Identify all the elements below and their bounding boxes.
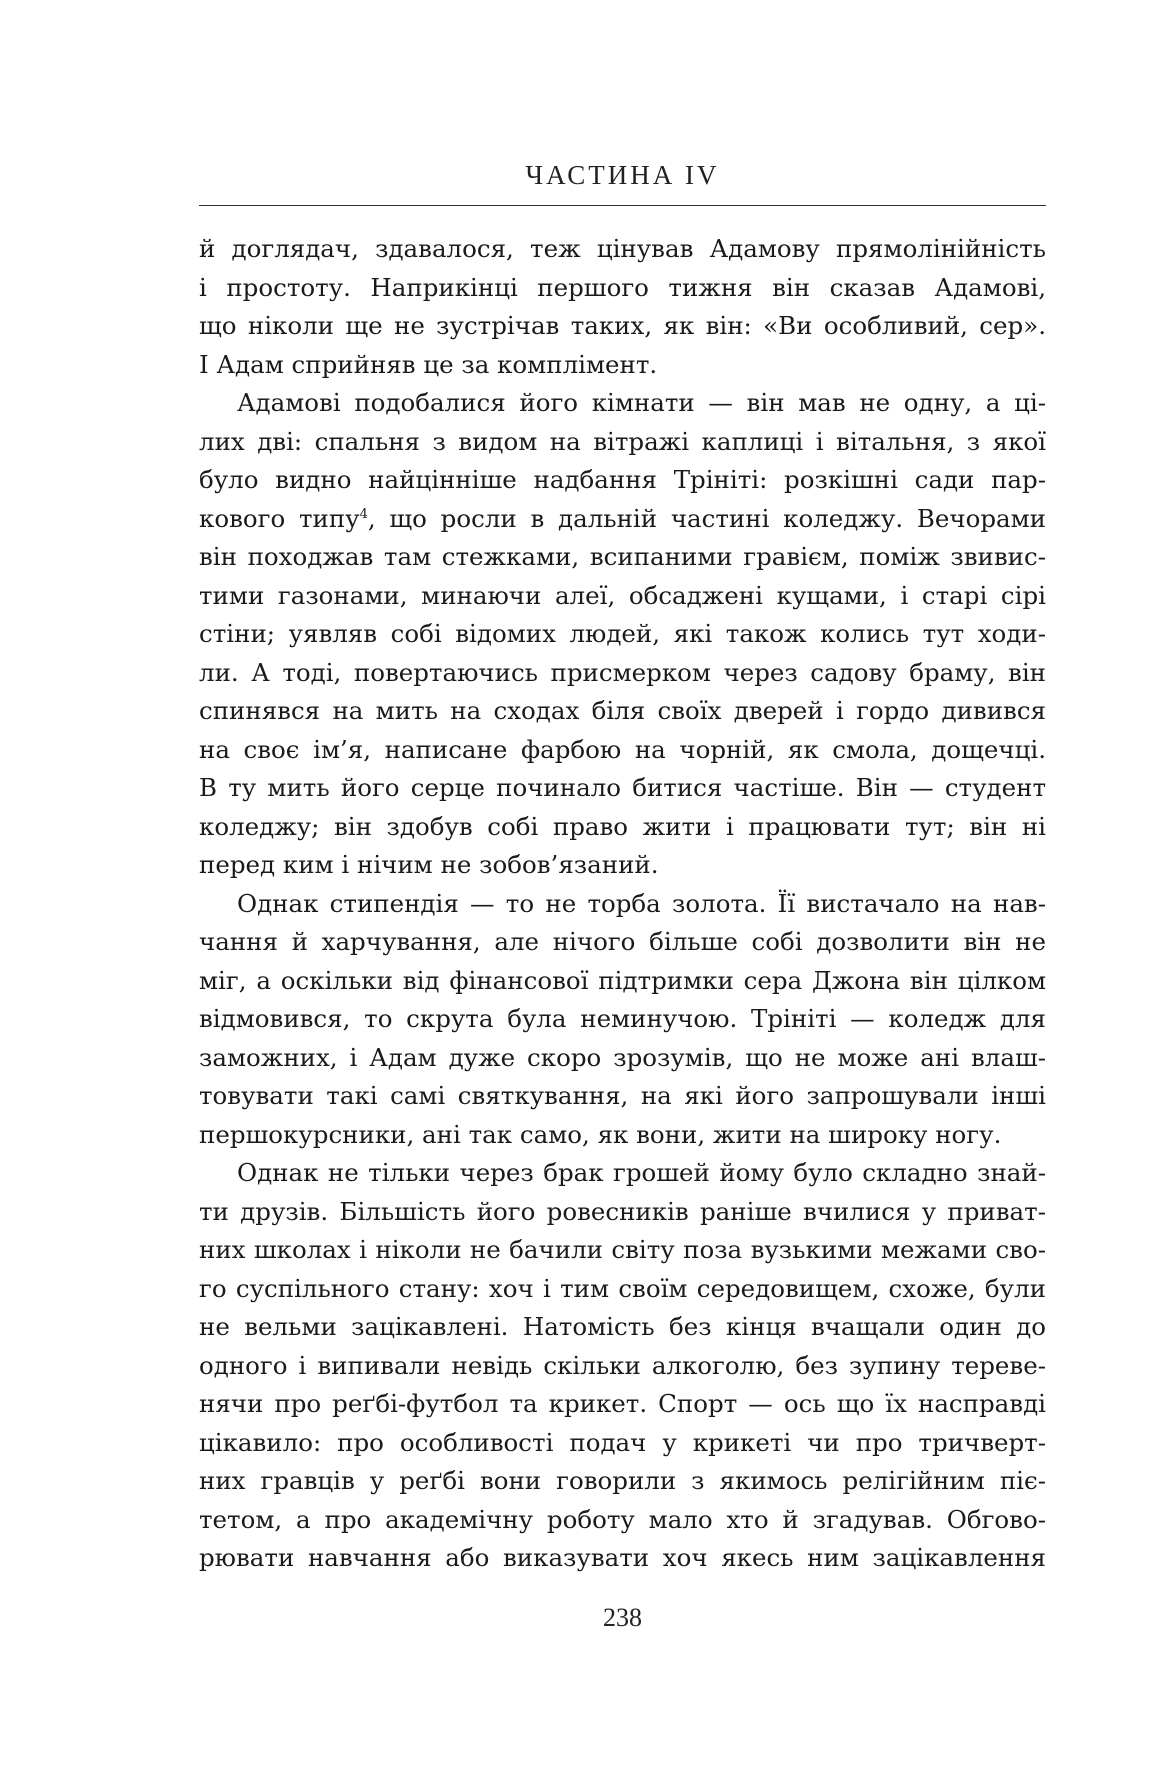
text-line: них гравців у реґбі вони говорили з якимось релігійним піє- [199,1466,1046,1495]
text-line: що ніколи ще не зустрічав таких, як він: «Ви особливий, сер». [199,311,1046,340]
text-line: міг, а оскільки від фінансової підтримки сера Джона він цілком [199,965,1046,995]
text-line: коледжу; він здобув собі право жити і працювати тут; він ні [199,811,1046,841]
page-number: 238 [603,1603,642,1632]
text-line: стіни; уявляв собі відомих людей, які також колись тут ходи- [199,619,1046,648]
text-line: не вельми зацікавлені. Натомість без кінця вчащали один до [199,1312,1046,1341]
text-line: перед ким і нічим не зобов’язаний. [199,850,659,879]
text-line: було видно найцінніше надбання Трініті: розкішні сади пар- [199,465,1046,494]
text-line: рювати навчання або виказувати хоч якесь ним зацікавлення [199,1543,1046,1572]
text-line: цікавило: про особливості подач у крикеті чи про тричверт- [199,1427,1046,1457]
text-line: відмовився, то скрута була неминучою. Трініті — коледж для [199,1004,1046,1033]
text-line: і простоту. Наприкінці першого тижня він сказав Адамові, [199,272,1046,302]
text-fragment: кового типу [199,503,360,533]
paragraph-3 [199,885,1046,1155]
text-line: нячи про реґбі-футбол та крикет. Спорт — ось що їх насправді [199,1389,1046,1418]
text-line: тетом, а про академічну роботу мало хто й згадував. Обгово- [199,1504,1046,1534]
text-line: чання й харчування, але нічого більше собі дозволити він не [199,927,1046,956]
text-line: на своє ім’я, написане фарбою на чорній, як смола, дощечці. [199,734,1046,764]
text-line: тими газонами, минаючи алеї, обсаджені кущами, і старі сірі [199,580,1046,610]
text-line: Однак не тільки через брак грошей йому було складно знай- [237,1158,1046,1187]
running-header: ЧАСТИНА IV [525,160,720,190]
text-line: го суспільного стану: хоч і тим своїм середовищем, схоже, були [199,1273,1046,1303]
text-line: ли. А тоді, повертаючись присмерком через садову браму, він [199,657,1046,687]
paragraph-4 [199,1154,1046,1578]
text-line: він походжав там стежками, всипаними гравієм, поміж звивис- [199,542,1046,571]
body-text [199,230,1046,1578]
text-fragment: , що росли в дальній частині коледжу. Вечорами [367,503,1046,533]
text-line: них школах і ніколи не бачили світу поза вузькими межами сво- [199,1235,1046,1264]
paragraph-1 [199,230,1046,384]
text-line: товувати такі самі святкування, на які його запрошували інші [199,1081,1046,1110]
text-line: спинявся на мить на сходах біля своїх дверей і гордо дивився [199,696,1046,725]
text-line: лих дві: спальня з видом на вітражі каплиці і вітальня, з якої [199,426,1046,456]
text-line: одного і випивали невідь скільки алкоголю, без зупину тереве- [199,1350,1046,1380]
text-line: Адамові подобалися його кімнати — він мав не одну, а ці- [237,388,1046,417]
text-line-with-footnote [199,500,1046,539]
text-line: Однак стипендія — то не торба золота. Її вистачало на нав- [237,888,1046,918]
text-line: ти друзів. Більшість його ровесників раніше вчилися у приват- [199,1196,1046,1226]
header-rule [199,205,1046,206]
text-line: заможних, і Адам дуже скоро зрозумів, що не може ані влаш- [199,1042,1046,1072]
text-line: В ту мить його серце починало битися частіше. Він — студент [199,773,1046,802]
text-line: І Адам сприйняв це за комплімент. [199,349,658,379]
paragraph-2 [199,384,1046,885]
text-line: й доглядач, здавалося, теж цінував Адамову прямолінійність [199,234,1046,263]
text-line: першокурсники, ані так само, як вони, жити на широку ногу. [199,1119,1002,1149]
footnote-marker[interactable]: 4 [359,506,368,522]
